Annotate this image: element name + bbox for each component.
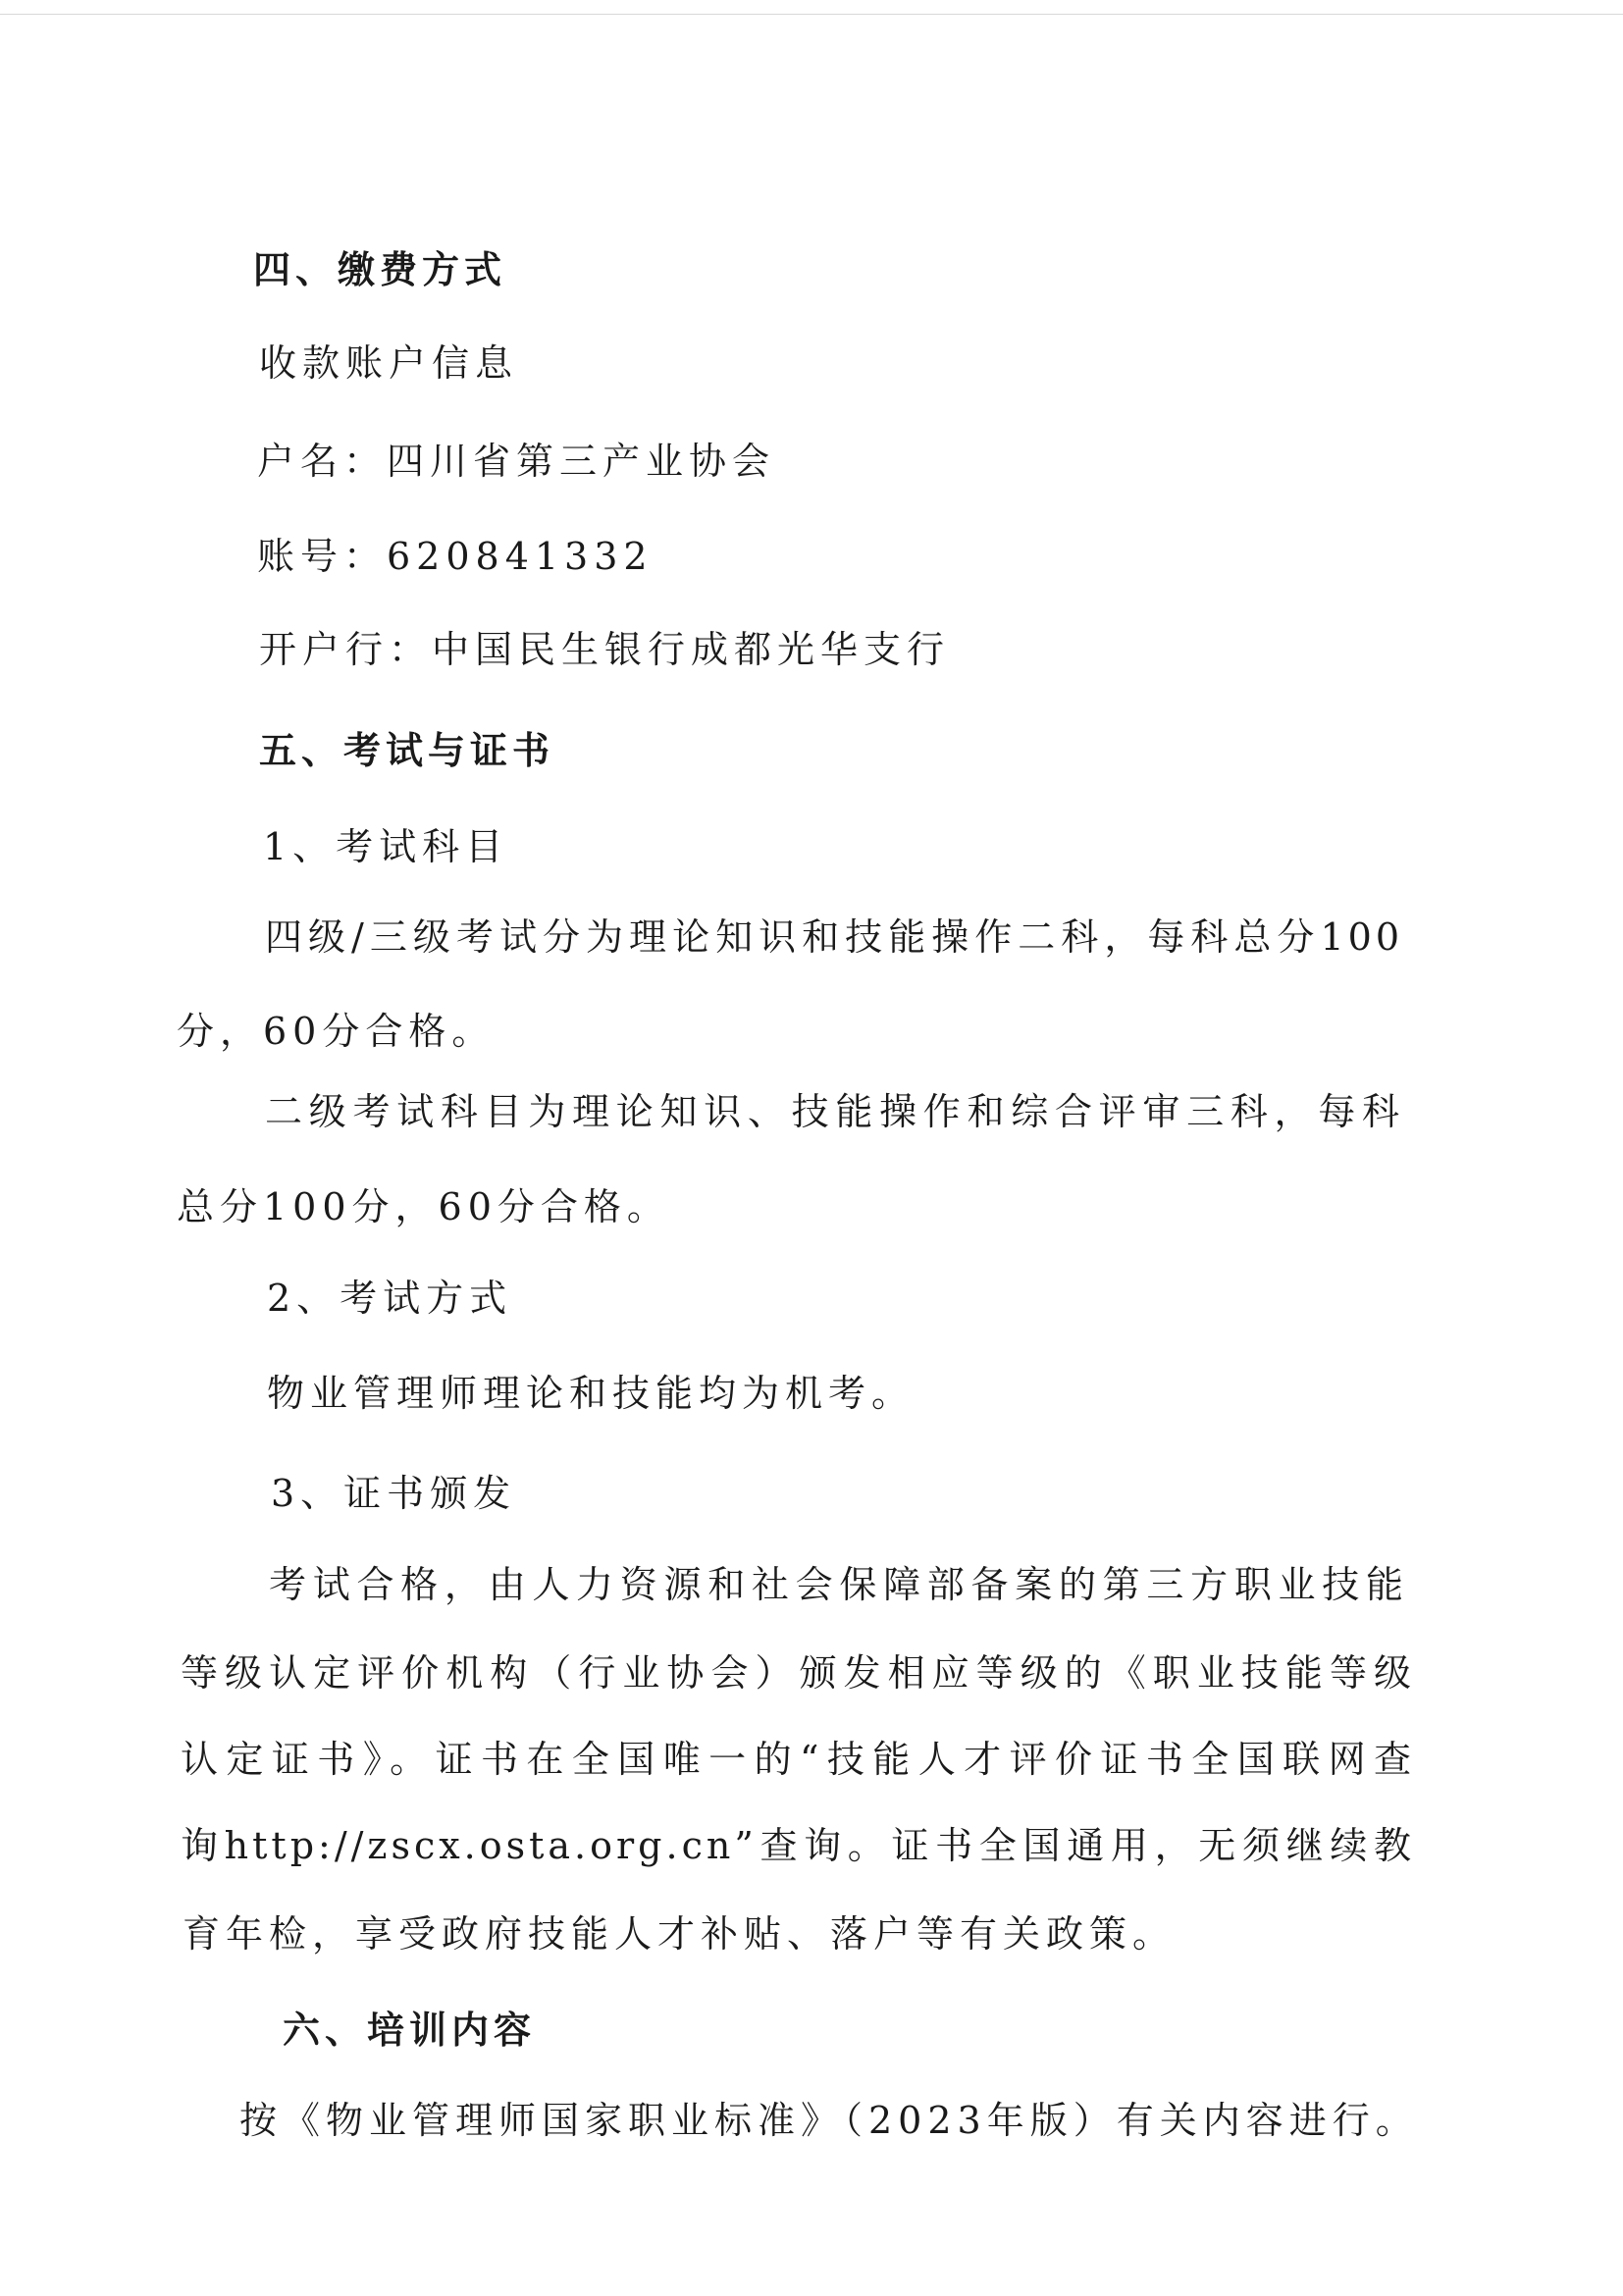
bank-name: 开户行：中国民生银行成都光华支行 [259,628,951,671]
section6-heading: 六、培训内容 [283,2009,537,2052]
exam-subjects-title: 1、考试科目 [263,825,509,868]
certificate-line5: 育年检，享受政府技能人才补贴、落户等有关政策。 [183,1912,1177,1956]
certificate-line3: 认定证书》。证书在全国唯一的“技能人才评价证书全国联网查 [181,1738,1415,1781]
section4-heading: 四、缴费方式 [253,248,507,291]
exam-subjects-para1-line2: 分，60分合格。 [177,1010,496,1053]
exam-method-title: 2、考试方式 [267,1277,513,1320]
account-name: 户名：四川省第三产业协会 [257,440,776,483]
certificate-line2: 等级认定评价机构（行业协会）颁发相应等级的《职业技能等级 [181,1651,1415,1695]
scan-line-top [0,14,1623,15]
account-info-label: 收款账户信息 [259,341,519,385]
exam-subjects-para2-line1: 二级考试科目为理论知识、技能操作和综合评审三科，每科 [265,1090,1403,1133]
exam-subjects-para2-line2: 总分100分，60分合格。 [177,1185,670,1228]
certificate-title: 3、证书颁发 [271,1472,517,1515]
certificate-line4: 询http://zscx.osta.org.cn”查询。证书全国通用，无须继续教 [181,1824,1415,1867]
training-content-para: 按《物业管理师国家职业标准》（2023年版）有关内容进行。 [239,2099,1419,2142]
exam-subjects-para1-line1: 四级/三级考试分为理论知识和技能操作二科，每科总分100 [265,915,1403,959]
account-number: 账号：620841332 [257,535,654,578]
certificate-line1: 考试合格，由人力资源和社会保障部备案的第三方职业技能 [269,1563,1407,1606]
section5-heading: 五、考试与证书 [259,729,555,772]
exam-method-para: 物业管理师理论和技能均为机考。 [267,1372,916,1415]
